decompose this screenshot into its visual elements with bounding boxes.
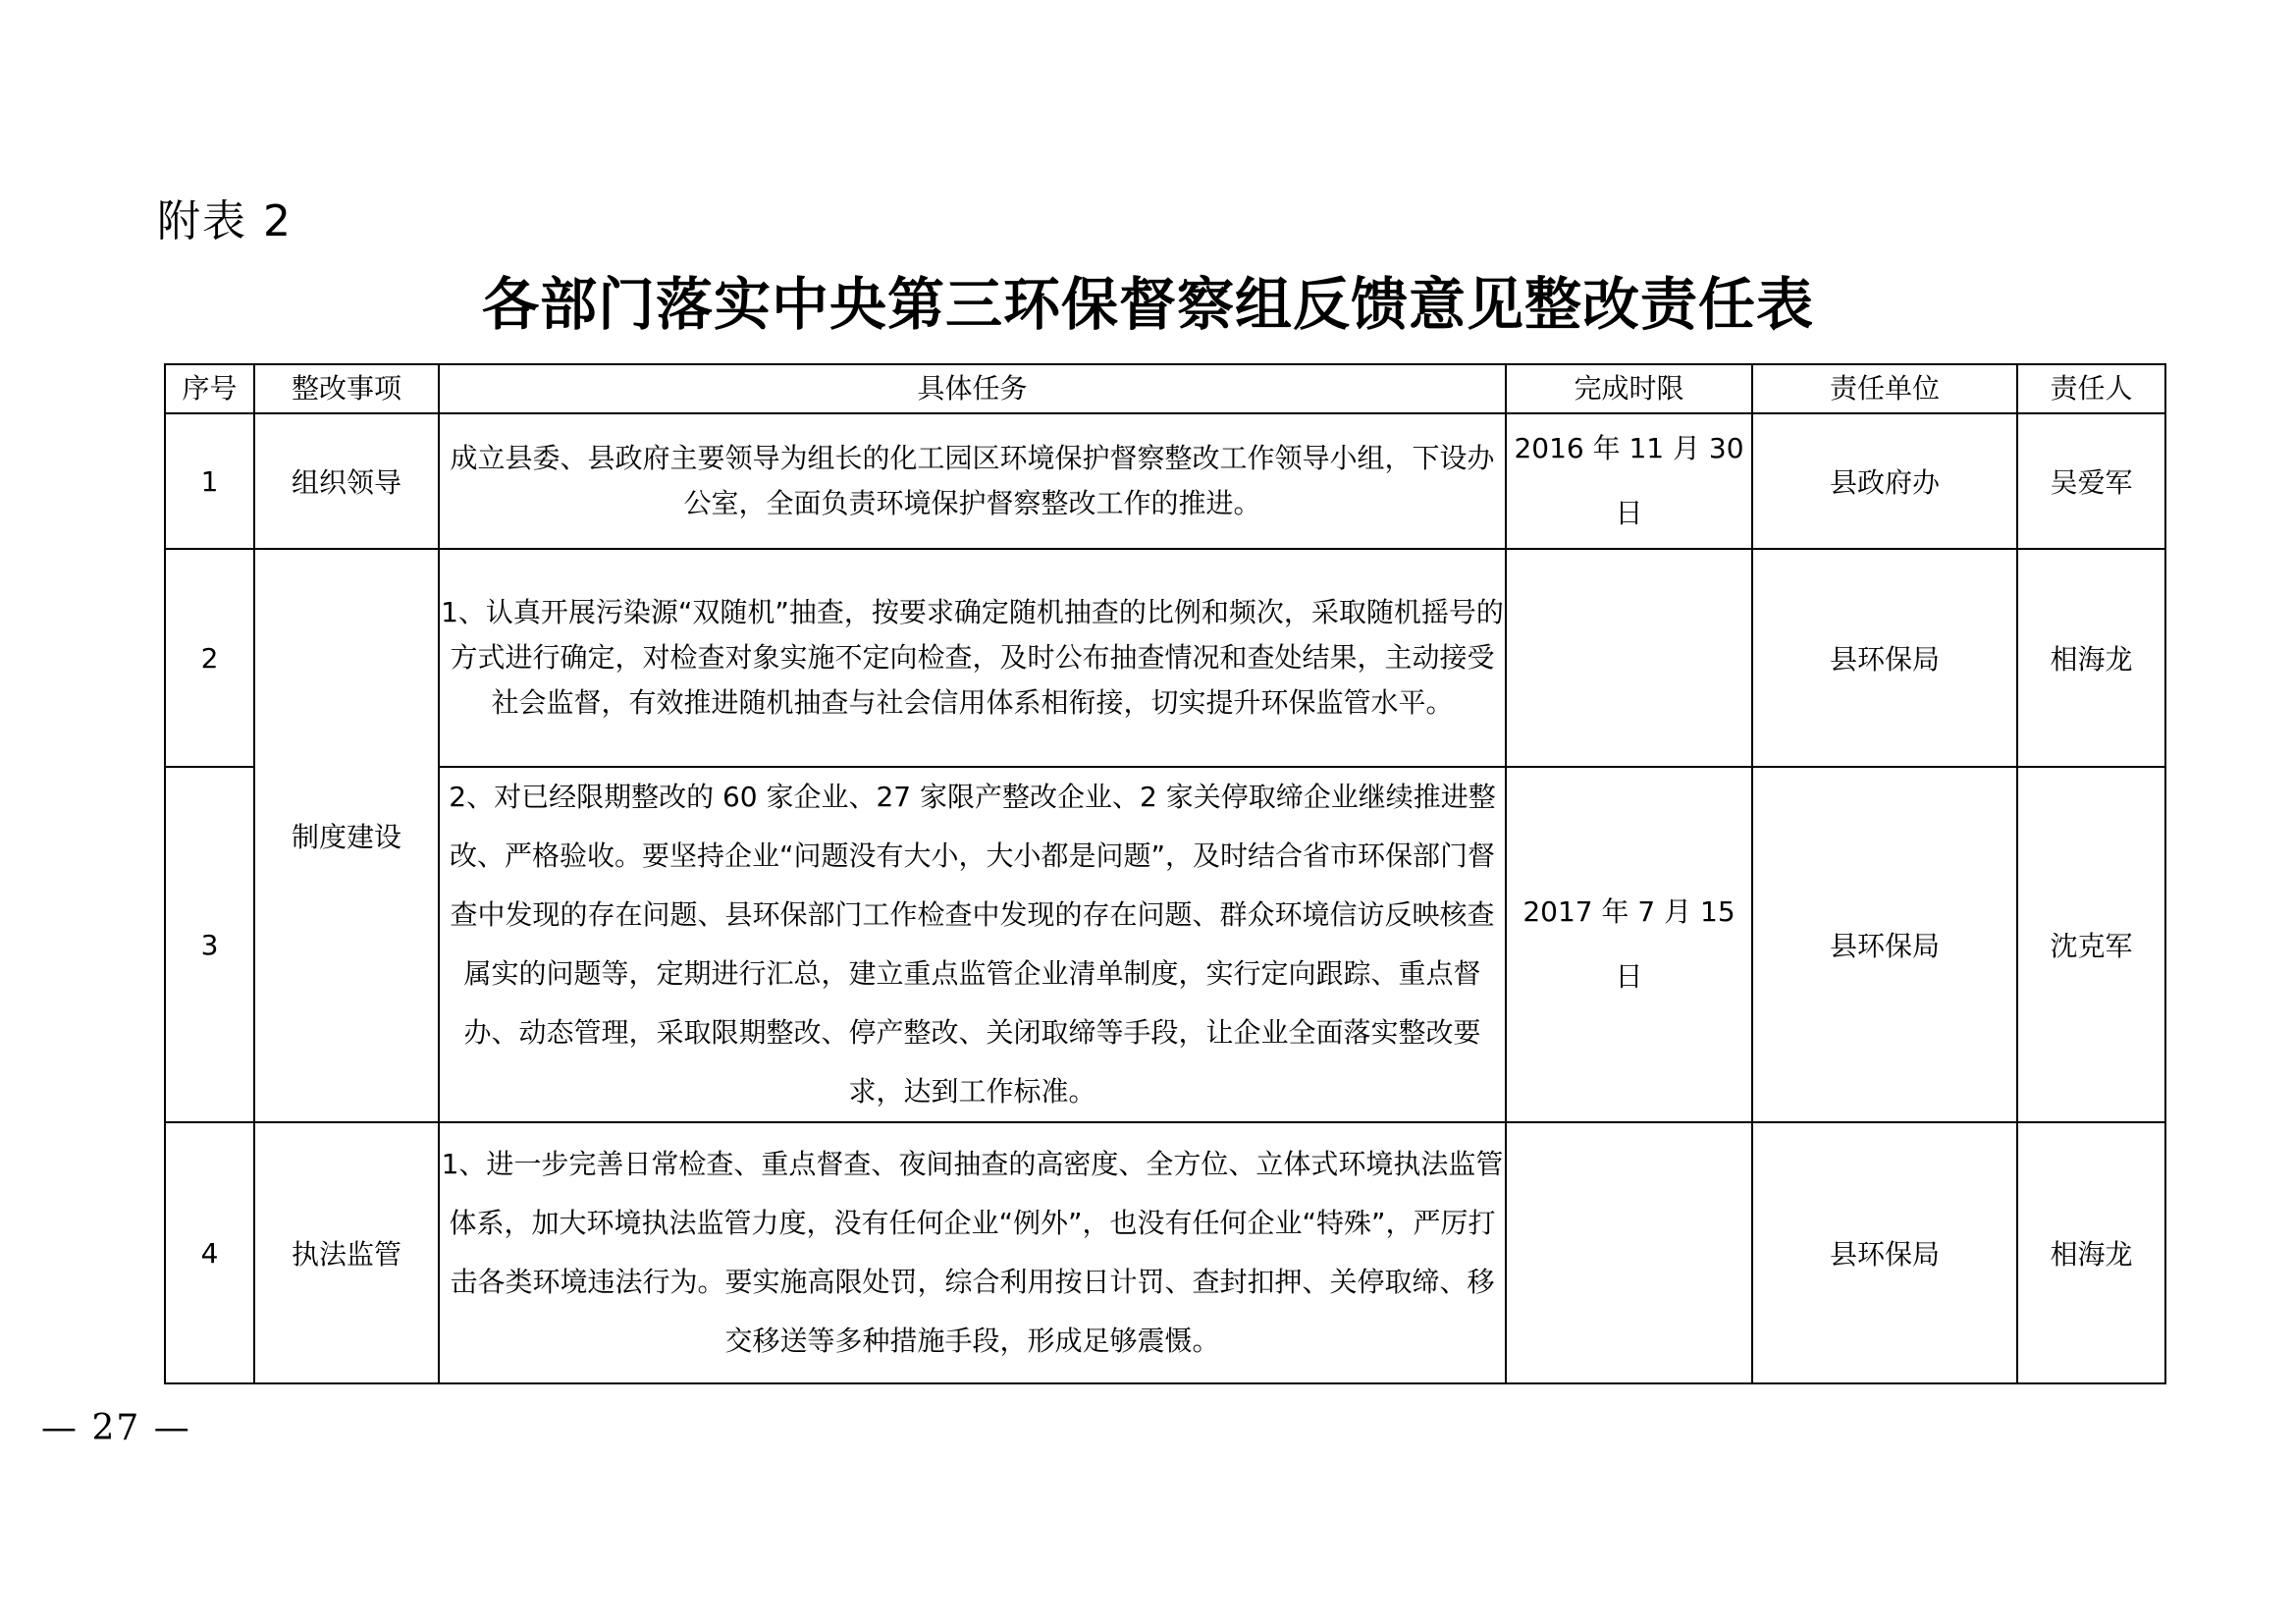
table-row [165,767,2165,1122]
header-deadline: 完成时限 [1506,364,1752,413]
cell-index: 2 [165,549,254,767]
header-task: 具体任务 [439,364,1506,413]
table-row [165,413,2165,549]
cell-unit: 县环保局 [1752,549,2017,767]
cell-index: 1 [165,413,254,549]
annex-label: 附表 2 [157,196,293,246]
cell-item: 执法监管 [254,1122,439,1383]
cell-person: 吴爱军 [2017,413,2165,549]
cell-index: 4 [165,1122,254,1383]
cell-person: 沈克军 [2017,767,2165,1122]
cell-deadline [1506,1122,1752,1383]
page-title: 各部门落实中央第三环保督察组反馈意见整改责任表 [481,271,1814,338]
header-unit: 责任单位 [1752,364,2017,413]
cell-item: 制度建设 [254,549,439,1122]
cell-unit: 县政府办 [1752,413,2017,549]
cell-item: 组织领导 [254,413,439,549]
cell-person: 相海龙 [2017,549,2165,767]
cell-task: 1、认真开展污染源“双随机”抽查，按要求确定随机抽查的比例和频次，采取随机摇号的方式进行确定，对检查对象实施不定向检查，及时公布抽查情况和查处结果，主动接受社会监督，有效推进随机抽查与社会信用体系相衔接，切实提升环保监管水平。 [439,549,1506,767]
cell-person: 相海龙 [2017,1122,2165,1383]
cell-unit: 县环保局 [1752,1122,2017,1383]
table-row [165,549,2165,767]
table-header-row [165,364,2165,413]
header-item: 整改事项 [254,364,439,413]
cell-deadline: 2016 年 11 月 30 日 [1506,413,1752,549]
cell-unit: 县环保局 [1752,767,2017,1122]
cell-deadline: 2017 年 7 月 15 日 [1506,767,1752,1122]
cell-task: 1、进一步完善日常检查、重点督查、夜间抽查的高密度、全方位、立体式环境执法监管体系，加大环境执法监管力度，没有任何企业“例外”，也没有任何企业“特殊”，严厉打击各类环境违法行为。要实施高限处罚，综合利用按日计罚、查封扣押、关停取缔、移交移送等多种措施手段，形成足够震慑。 [439,1122,1506,1383]
cell-task: 2、对已经限期整改的 60 家企业、27 家限产整改企业、2 家关停取缔企业继续推进整改、严格验收。要坚持企业“问题没有大小，大小都是问题”，及时结合省市环保部门督查中发现的存在问题、县环保部门工作检查中发现的存在问题、群众环境信访反映核查属实的问题等，定期进行汇总，建立重点监管企业清单制度，实行定向跟踪、重点督办、动态管理，采取限期整改、停产整改、关闭取缔等手段，让企业全面落实整改要求，达到工作标准。 [439,767,1506,1122]
cell-deadline [1506,549,1752,767]
cell-index: 3 [165,767,254,1122]
responsibility-table [164,363,2166,1384]
cell-task: 成立县委、县政府主要领导为组长的化工园区环境保护督察整改工作领导小组，下设办公室，全面负责环境保护督察整改工作的推进。 [439,413,1506,549]
table-row [165,1122,2165,1383]
header-index: 序号 [165,364,254,413]
page-number: — 27 — [41,1408,191,1448]
header-person: 责任人 [2017,364,2165,413]
